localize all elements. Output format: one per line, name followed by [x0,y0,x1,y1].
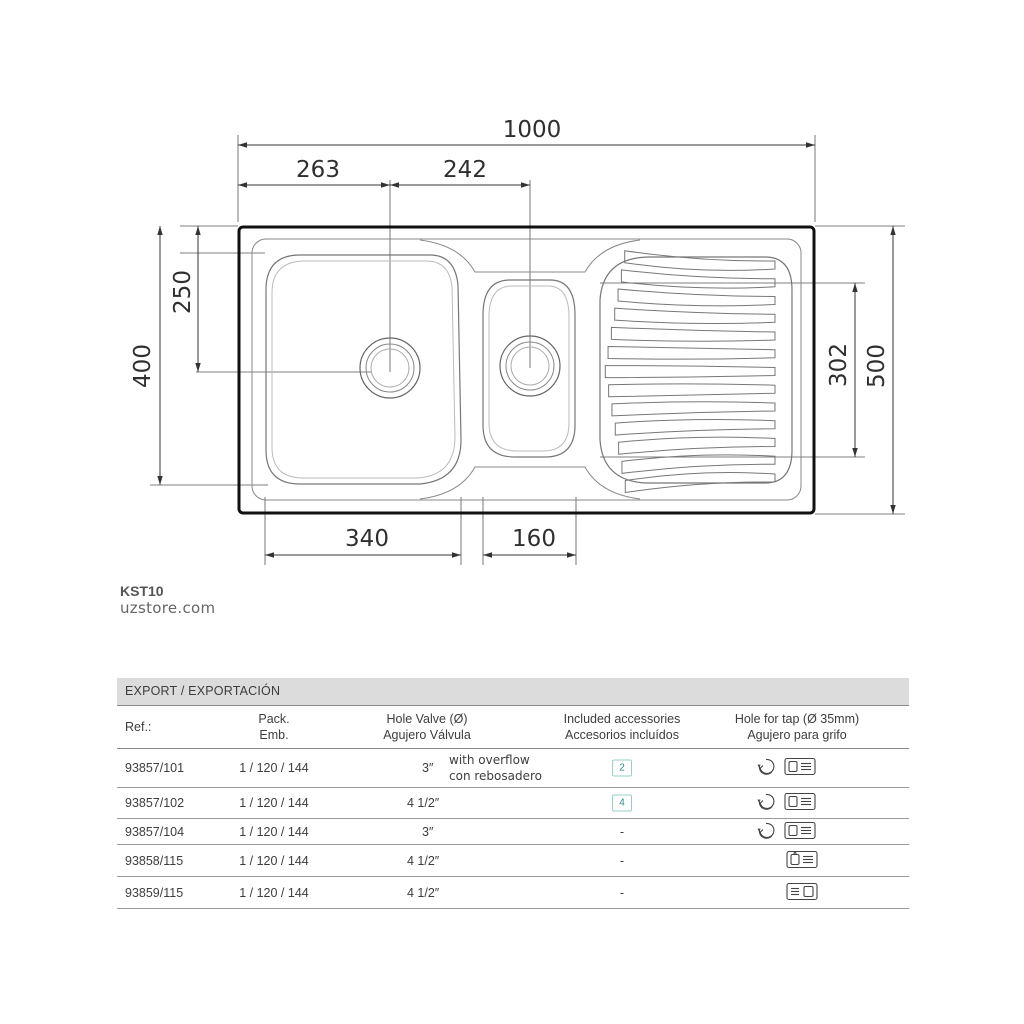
row-hole: 4 1/2″ [407,885,440,900]
row-pack: 1 / 120 / 144 [239,761,309,775]
numbered-square-icon: 4 [612,795,632,812]
row-pack: 1 / 120 / 144 [239,824,309,839]
row-ref: 93859/115 [125,885,184,900]
table-row [117,749,909,788]
row-ref: 93857/104 [125,824,185,839]
drainer-rib [619,437,775,454]
drainer-rib [608,346,775,359]
tap-icons [785,848,819,873]
row-accessories [547,795,697,812]
dim-left-bowl-outer-height: 400 [130,344,156,388]
drainer-rib [612,402,775,416]
dim-left-bowl-from-top: 250 [170,270,196,314]
row-ref: 93857/102 [125,796,185,810]
tap-icons [757,819,847,844]
row-ref: 93857/101 [125,761,185,775]
row-accessories [547,760,697,777]
row-accessories: - [619,853,625,868]
sink-outline [239,227,814,513]
drainer-rib [615,308,775,323]
table-row [117,788,909,819]
table-header [117,705,909,749]
dim-bowl-spacing: 242 [443,157,487,183]
dim-left-bowl-width: 340 [345,526,389,552]
dim-overall-width: 1000 [502,117,562,143]
table-row [117,819,909,845]
sink-layout-icon [785,822,815,838]
header-tap-hole: Hole for tap (Ø 35mm) Agujero para grifo [734,712,860,742]
row-pack: 1 / 120 / 144 [239,796,309,810]
rotate-arrows-icon [758,794,774,809]
drainer-rib [622,455,775,473]
rotate-arrows-icon [758,823,774,838]
row-accessories: - [619,885,625,900]
sink-layout-icon [787,851,817,867]
drainer-rib [615,419,775,435]
brand-block [120,583,215,617]
row-hole: 3″ [422,824,434,839]
rotate-arrows-icon [758,759,774,774]
tap-icons [757,791,847,816]
row-hole: 4 1/2″ [407,796,440,810]
sink-layout-icon [787,883,817,899]
table-row [117,845,909,877]
left-bowl [266,255,461,484]
dim-drainer-height: 302 [826,343,852,387]
dim-right-bowl-width: 160 [512,526,556,552]
row-hole: 3″ [422,761,434,775]
drainer-rib [625,251,775,271]
drainer-rib [605,366,775,378]
header-accessories: Included accessories Accesorios incluídos [563,712,681,742]
drainer-rib [609,384,775,397]
drainer-rib [621,270,775,288]
header-pack: Pack. Emb. [258,712,290,742]
tap-icons [785,880,819,905]
spec-table [117,678,909,909]
row-pack: 1 / 120 / 144 [239,853,309,868]
header-hole-valve: Hole Valve (Ø) Agujero Válvula [383,712,471,742]
right-bowl [483,280,575,457]
table-row [117,877,909,909]
drainer-rib [611,327,775,341]
tap-icons [757,756,847,781]
drainer [600,251,792,493]
model-code: KST10 [120,583,164,599]
sink-layout-icon [785,794,815,810]
header-ref: Ref.: [125,720,152,734]
drainer-ribs [605,251,775,493]
sink-layout-icon [785,759,815,775]
numbered-square-icon: 2 [612,760,632,777]
row-hole: 4 1/2″ [407,853,440,868]
dim-overall-depth: 500 [864,344,890,388]
row-overflow-note: with overflow con rebosadero [449,753,542,783]
store-url[interactable]: uzstore.com [120,599,216,617]
row-accessories: - [619,824,625,839]
dimension-lines [160,145,893,555]
row-ref: 93858/115 [125,853,184,868]
row-pack: 1 / 120 / 144 [239,885,309,900]
section-title: EXPORT / EXPORTACIÓN [117,678,909,705]
dim-left-bowl-center: 263 [296,157,340,183]
drainer-rib [618,289,775,306]
